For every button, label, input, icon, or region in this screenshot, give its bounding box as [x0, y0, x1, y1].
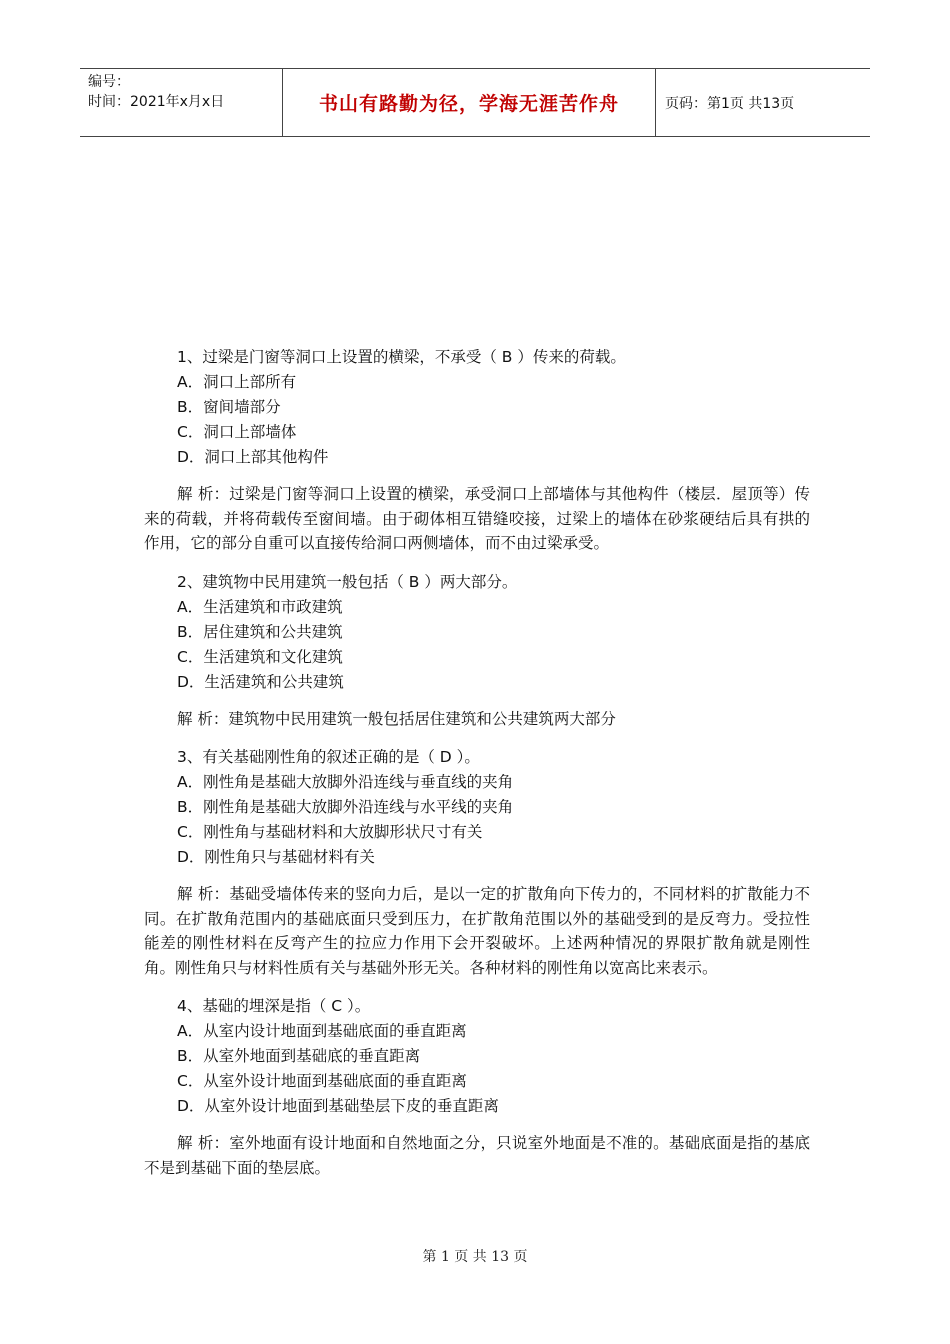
page-header — [80, 68, 870, 137]
question-3 — [144, 745, 810, 980]
time-label: 时间：2021年x月x日 — [88, 94, 225, 110]
explanation: 解 析：过梁是门窗等洞口上设置的横梁，承受洞口上部墙体与其他构件（楼层．屋顶等）传来的荷载，并将荷载传至窗间墙。由于砌体相互错缝咬接，过梁上的墙体在砂浆硬结后具有拱的作用，它的部分自重可以直接传给洞口两侧墙体，而不由过梁承受。 — [144, 485, 810, 552]
option-b: B．从室外地面到基础底的垂直距离 — [177, 1047, 421, 1065]
question-2 — [144, 570, 810, 732]
page-footer: 第 1 页 共 13 页 — [422, 1249, 528, 1265]
explanation: 解 析：建筑物中民用建筑一般包括居住建筑和公共建筑两大部分 — [177, 709, 616, 728]
option-d: D．生活建筑和公共建筑 — [177, 672, 344, 691]
explanation: 解 析：室外地面有设计地面和自然地面之分，只说室外地面是不准的。基础底面是指的基底不是到基础下面的垫层底。 — [144, 1134, 810, 1177]
motto-text: 书山有路勤为径，学海无涯苦作舟 — [318, 93, 619, 115]
option-a: A．洞口上部所有 — [177, 373, 297, 391]
option-b: B．刚性角是基础大放脚外沿连线与水平线的夹角 — [177, 798, 514, 816]
option-a: A．生活建筑和市政建筑 — [177, 597, 343, 616]
option-c: C．生活建筑和文化建筑 — [177, 647, 343, 666]
question-1 — [144, 345, 810, 556]
option-b: B．居住建筑和公共建筑 — [177, 622, 343, 641]
option-c: C．洞口上部墙体 — [177, 423, 297, 441]
option-c: C．从室外设计地面到基础底面的垂直距离 — [177, 1072, 467, 1090]
header-left-cell — [80, 69, 281, 136]
question-stem: 4、基础的埋深是指（ C ）。 — [177, 997, 371, 1015]
page-code: 页码：第1页 共13页 — [665, 95, 795, 112]
question-stem: 1、过梁是门窗等洞口上设置的横梁，不承受（ B ）传来的荷载。 — [177, 348, 626, 366]
question-stem: 3、有关基础刚性角的叙述正确的是（ D ）。 — [177, 748, 480, 766]
option-b: B．窗间墙部分 — [177, 398, 281, 416]
option-a: A．从室内设计地面到基础底面的垂直距离 — [177, 1022, 467, 1040]
question-4 — [144, 994, 810, 1180]
question-stem: 2、建筑物中民用建筑一般包括（ B ）两大部分。 — [177, 572, 518, 591]
explanation: 解 析：基础受墙体传来的竖向力后，是以一定的扩散角向下传力的，不同材料的扩散能力不同。在扩散角范围内的基础底面只受到压力，在扩散角范围以外的基础受到的是反弯力。受拉性能差的刚性材料在反弯产生的拉应力作用下会开裂破坏。上述两种情况的界限扩散角就是刚性角。刚性角只与材料性质有关与基础外形无关。各种材料的刚性角以宽高比来表示。 — [144, 885, 810, 977]
option-c: C．刚性角与基础材料和大放脚形状尺寸有关 — [177, 823, 483, 841]
header-middle-cell — [282, 69, 656, 136]
document-body — [144, 345, 810, 1194]
option-d: D．刚性角只与基础材料有关 — [177, 848, 375, 866]
option-d: D．洞口上部其他构件 — [177, 448, 329, 466]
option-d: D．从室外设计地面到基础垫层下皮的垂直距离 — [177, 1097, 499, 1115]
header-right-cell — [655, 69, 870, 136]
number-label: 编号： — [88, 74, 130, 90]
option-a: A．刚性角是基础大放脚外沿连线与垂直线的夹角 — [177, 773, 514, 791]
